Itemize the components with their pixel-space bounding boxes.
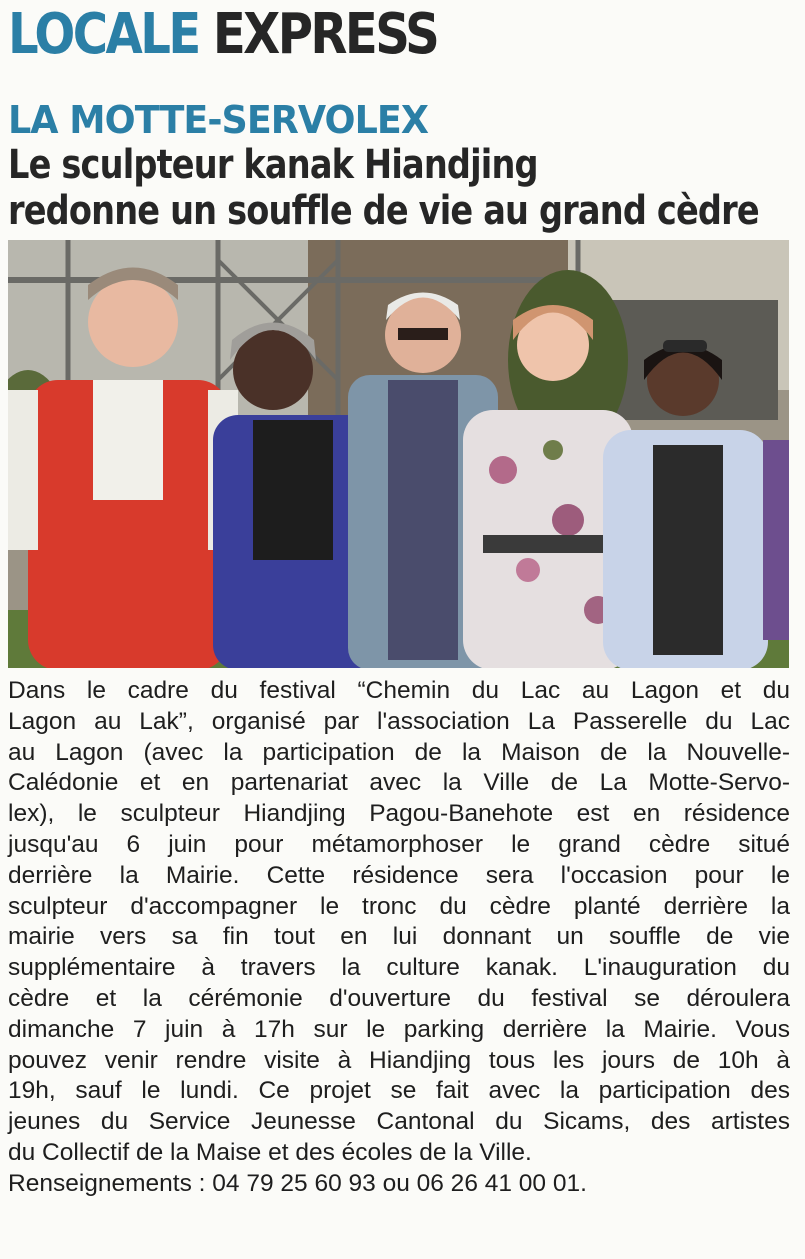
article-line: du Collectif de la Maise et des écoles de la Ville.	[8, 1138, 532, 1166]
masthead-locale: LOCALE	[8, 2, 199, 67]
article-contact-line: Renseignements : 04 79 25 60 93 ou 06 26 41 00 01.	[8, 1169, 587, 1197]
article-line: pouvez venir rendre visite à Hiandjing tous les jours de 10h à	[8, 1046, 790, 1074]
article-line: au Lagon (avec la participation de la Maison de la Nouvelle-	[8, 738, 790, 766]
group-photo-illustration	[8, 240, 789, 668]
article-line: supplémentaire à travers la culture kanak. L'inauguration du	[8, 954, 790, 982]
locality-kicker: LA MOTTE-SERVOLEX	[8, 98, 429, 142]
headline-line-1: Le sculpteur kanak Hiandjing	[8, 142, 538, 188]
article-line: lex), le sculpteur Hiandjing Pagou-Banehote est en résidence	[8, 800, 790, 828]
article-line: jusqu'au 6 juin pour métamorphoser le grand cèdre situé	[8, 830, 790, 858]
article-line: dimanche 7 juin à 17h sur le parking derrière la Mairie. Vous	[8, 1015, 790, 1043]
article-headline	[8, 142, 764, 234]
article-line: 19h, sauf le lundi. Ce projet se fait avec la participation des	[8, 1077, 790, 1105]
masthead	[8, 2, 437, 68]
headline-line-2: redonne un souffle de vie au grand cèdre	[8, 188, 759, 234]
article-line: derrière la Mairie. Cette résidence sera l'occasion pour le	[8, 861, 790, 889]
article-body	[8, 676, 790, 1200]
article-line: Dans le cadre du festival “Chemin du Lac au Lagon et du	[8, 677, 790, 704]
article-line: jeunes du Service Jeunesse Cantonal du Sicams, des artistes	[8, 1108, 790, 1136]
article-line: cèdre et la cérémonie d'ouverture du festival se déroulera	[8, 984, 790, 1012]
article-photo	[8, 240, 789, 668]
masthead-express: EXPRESS	[212, 2, 438, 67]
article-line: Lagon au Lak”, organisé par l'association La Passerelle du Lac	[8, 707, 790, 735]
article-line: Calédonie et en partenariat avec la Ville de La Motte-Servo-	[8, 769, 790, 797]
article-line: mairie vers sa fin tout en lui donnant un souffle de vie	[8, 923, 790, 951]
article-line: sculpteur d'accompagner le tronc du cèdre planté derrière la	[8, 892, 790, 920]
